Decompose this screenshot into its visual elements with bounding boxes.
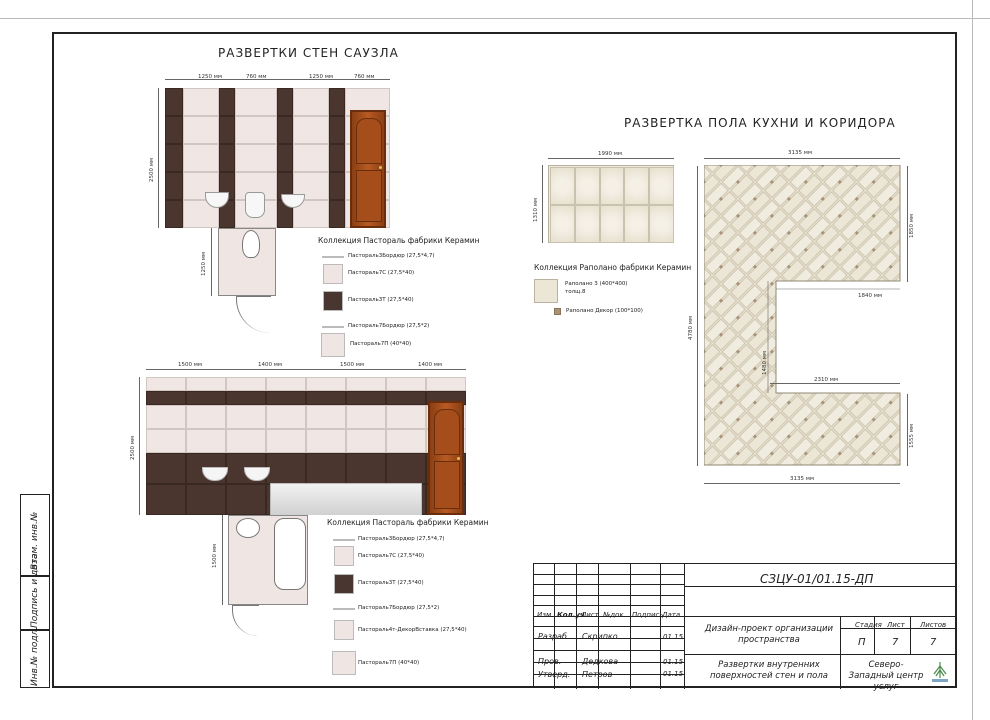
dim-top-4: 760 мм — [354, 74, 375, 80]
legend-bottom-title: Коллекция Пастораль фабрики Керамин — [327, 518, 489, 527]
stamp-grid-h — [684, 616, 956, 617]
dim-line-bottom — [146, 369, 466, 370]
stamp-header-data: Дата — [662, 611, 681, 619]
side-label-replace: Взам. инв.№ — [30, 511, 40, 570]
wall-tile — [277, 116, 293, 144]
wall-tile — [346, 429, 386, 453]
wall-tile — [186, 484, 226, 515]
wall-tile — [219, 116, 235, 144]
stamp-name-dev: Скрипко — [582, 632, 618, 641]
wall-tile — [266, 453, 306, 484]
dim-top-3: 1250 мм — [309, 74, 334, 80]
dim-floor-big-right-top: 1850 мм — [909, 213, 915, 238]
dim-plan-top: 1250 мм — [201, 251, 207, 276]
legend-bottom-item-6: Пастораль7П (40*40) — [358, 660, 420, 666]
trim-line-right — [972, 0, 973, 720]
stamp-grid-h — [534, 574, 684, 575]
legend-top-swatch-1 — [322, 256, 344, 258]
floor-title: РАЗВЕРТКА ПОЛА КУХНИ И КОРИДОРА — [624, 116, 896, 130]
legend-top-item-3: Пастораль3Т (27,5*40) — [348, 297, 414, 303]
legend-top-item-2: Пастораль7С (27,5*40) — [348, 270, 415, 276]
door-knob — [457, 457, 460, 460]
stamp-header-list: Лист — [581, 611, 599, 619]
wall-tile — [346, 377, 386, 391]
legend-top-item-1: Пастораль3Бордюр (27,5*4,7) — [348, 253, 435, 259]
dim-bottom-1: 1500 мм — [178, 362, 203, 368]
wall-tile — [146, 391, 186, 405]
wall-tile — [186, 405, 226, 429]
wall-tile — [183, 116, 219, 144]
legend-floor-swatch-2 — [554, 308, 561, 315]
org-logo-icon — [930, 660, 950, 684]
wall-tile — [186, 391, 226, 405]
stamp-grid-v — [660, 564, 661, 689]
legend-bottom-item-5: Пастораль4т-ДекорВставка (27,5*40) — [358, 627, 467, 633]
dim-floor-big-inner-v: 1480 мм — [762, 350, 768, 375]
wall-tile — [186, 429, 226, 453]
floor-tile — [649, 205, 674, 243]
wall-tile — [146, 405, 186, 429]
dim-plan-bottom-line — [222, 515, 223, 605]
wall-tile — [266, 377, 306, 391]
dim-floor-big-top: 3135 мм — [788, 150, 813, 156]
stamp-stage-label: Стадия — [855, 621, 882, 629]
dim-height-bottom: 2500 мм — [130, 435, 136, 460]
dim-floor-big-top-line — [704, 158, 900, 159]
legend-floor-swatch-1 — [534, 279, 558, 303]
wall-tile — [293, 144, 329, 172]
legend-top-swatch-5 — [321, 333, 345, 357]
side-label-inv: Инв.№ подл. — [30, 626, 40, 686]
stamp-sheets: 7 — [930, 637, 937, 648]
wall-tile — [235, 144, 277, 172]
stamp-sheets-label: Листов — [920, 621, 947, 629]
wall-tile — [277, 88, 293, 116]
stamp-grid-h — [534, 650, 684, 651]
legend-floor-item-1b: толщ.8 — [565, 289, 586, 295]
wall-tile — [346, 391, 386, 405]
floor-small-plan — [548, 165, 674, 243]
floor-tile — [575, 167, 600, 205]
wall-tile — [306, 405, 346, 429]
wall-tile — [219, 144, 235, 172]
wall-tile — [306, 453, 346, 484]
side-label-signature: Подпись и дата — [30, 553, 40, 628]
dim-floor-small-w-line — [548, 158, 674, 159]
wall-tile — [329, 200, 345, 228]
door-panel — [356, 170, 382, 222]
wall-tile — [219, 88, 235, 116]
legend-bottom-item-1: Пастораль3Бордюр (27,5*4,7) — [358, 536, 445, 542]
dim-floor-big-inner-bottom-line — [770, 383, 900, 384]
dim-floor-big-right-bottom-line — [907, 394, 908, 466]
stamp-grid-v — [910, 616, 911, 654]
dim-plan-top-line — [211, 228, 212, 296]
dim-floor-big-bottom: 3135 мм — [790, 476, 815, 482]
legend-bottom-swatch-5 — [334, 620, 354, 640]
wall-tile — [226, 429, 266, 453]
legend-top-item-5: Пастораль7П (40*40) — [350, 341, 412, 347]
wall-tile — [183, 144, 219, 172]
stamp-grid-h — [684, 586, 956, 587]
stamp-code: СЗЦУ-01/01.15-ДП — [760, 572, 874, 586]
dim-vline-top — [158, 88, 159, 228]
wall-tile — [226, 484, 266, 515]
wall-tile — [306, 391, 346, 405]
wall-tile — [386, 377, 426, 391]
wall-tile — [329, 172, 345, 200]
stamp-org: Северо-Западный центр услуг — [848, 660, 924, 692]
walls-title: РАЗВЕРТКИ СТЕН САУЗЛА — [218, 46, 399, 60]
stamp-header-kolich: Кол.уч — [557, 611, 585, 619]
stamp-role-approve: Утверд. — [538, 670, 571, 679]
stamp-grid-h — [534, 584, 684, 585]
wall-tile — [146, 453, 186, 484]
dim-floor-big-left: 4780 мм — [688, 315, 694, 340]
door-panel — [434, 409, 460, 455]
dim-floor-big-bottom-line — [704, 483, 900, 484]
wall-tile — [165, 144, 183, 172]
legend-top-swatch-3 — [323, 291, 343, 311]
floor-tile — [624, 167, 649, 205]
wall-tile — [266, 391, 306, 405]
door-panel — [356, 118, 382, 164]
stamp-date-check: 01.15 — [663, 658, 684, 666]
dim-bottom-2: 1400 мм — [258, 362, 283, 368]
legend-bottom-swatch-3 — [334, 574, 354, 594]
legend-bottom-item-3: Пастораль3Т (27,5*40) — [358, 580, 424, 586]
wall-tile — [226, 405, 266, 429]
legend-top-title: Коллекция Пастораль фабрики Керамин — [318, 236, 480, 245]
stamp-grid-v — [630, 564, 631, 689]
plan-bottom-sink — [236, 518, 260, 538]
dim-floor-big-right-bottom: 1555 мм — [909, 423, 915, 448]
wall-tile — [266, 429, 306, 453]
dim-height-top: 2500 мм — [149, 157, 155, 182]
wall-tile — [235, 116, 277, 144]
legend-bottom-swatch-1 — [333, 539, 355, 541]
wall-tile — [306, 377, 346, 391]
stamp-sheet: 7 — [892, 637, 899, 648]
plan-top-toilet — [242, 230, 260, 258]
stamp-sheet-label: Лист — [887, 621, 905, 629]
wall-tile — [183, 88, 219, 116]
floor-tile — [550, 167, 575, 205]
dim-floor-small-h-line — [542, 165, 543, 243]
dim-bottom-3: 1500 мм — [340, 362, 365, 368]
floor-tile — [575, 205, 600, 243]
wall-tile — [293, 116, 329, 144]
floor-tile — [550, 205, 575, 243]
stamp-grid-v — [684, 564, 685, 689]
wall-tile — [386, 405, 426, 429]
stamp-project: Дизайн-проект организации пространства — [704, 624, 834, 645]
wall-tile — [165, 116, 183, 144]
stamp-stage: П — [858, 637, 866, 648]
stamp-grid-v — [576, 564, 577, 689]
wall-tile — [293, 88, 329, 116]
wall-tile — [226, 377, 266, 391]
trim-line-top — [0, 18, 990, 19]
wall-tile — [165, 88, 183, 116]
wall-tile — [329, 144, 345, 172]
fixture-bath — [270, 483, 422, 515]
legend-bottom-swatch-6 — [332, 651, 356, 675]
dim-floor-big-inner-top: 1840 мм — [858, 293, 883, 299]
wall-tile — [146, 377, 186, 391]
wall-tile — [386, 429, 426, 453]
wall-tile — [386, 391, 426, 405]
legend-floor-item-2: Раполано Декор (100*100) — [566, 308, 643, 314]
dim-floor-small-h: 1310 мм — [533, 197, 539, 222]
legend-top-swatch-2 — [323, 264, 343, 284]
legend-floor-item-1: Раполано 3 (400*400) — [565, 281, 628, 287]
wall-tile — [146, 484, 186, 515]
wall-tile — [346, 405, 386, 429]
legend-bottom-swatch-2 — [334, 546, 354, 566]
wall-tile — [306, 429, 346, 453]
floor-big-plan — [704, 165, 904, 467]
stamp-role-dev: Разраб. — [538, 632, 570, 641]
wall-tile — [346, 453, 386, 484]
stamp-sheet-title: Развертки внутренних поверхностей стен и пола — [710, 660, 828, 681]
stamp-name-approve: Петров — [582, 670, 613, 679]
wall-tile — [146, 429, 186, 453]
wall-tile — [266, 405, 306, 429]
door-top — [350, 110, 386, 228]
dim-vline-bottom — [139, 377, 140, 515]
floor-tile — [624, 205, 649, 243]
legend-top-item-4: Пастораль7Бордюр (27,5*2) — [348, 323, 430, 329]
door-panel — [434, 461, 460, 509]
floor-tile — [600, 205, 625, 243]
stamp-grid-h — [684, 654, 956, 655]
stamp-date-dev: 01.15 — [663, 633, 684, 641]
stamp-role-check: Пров. — [538, 657, 562, 666]
wall-tile — [329, 88, 345, 116]
legend-top-swatch-4 — [322, 326, 344, 328]
dim-top-2: 760 мм — [246, 74, 267, 80]
legend-bottom-item-4: Пастораль7Бордюр (27,5*2) — [358, 605, 440, 611]
stamp-date-approve: 01.15 — [663, 670, 684, 678]
wall-tile — [277, 144, 293, 172]
dim-floor-big-right-top-line — [907, 166, 908, 282]
door-bottom — [428, 401, 464, 515]
stamp-name-check: Дедкова — [582, 657, 619, 666]
floor-tile — [600, 167, 625, 205]
floor-big-shape — [704, 165, 900, 465]
wall-tile — [426, 377, 466, 391]
legend-bottom-item-2: Пастораль7С (27,5*40) — [358, 553, 425, 559]
stamp-header-podpis: Подпись — [632, 611, 664, 619]
legend-floor-title: Коллекция Раполано фабрики Керамин — [534, 263, 692, 272]
dim-floor-small-w: 1990 мм — [598, 151, 623, 157]
dim-top-1: 1250 мм — [198, 74, 223, 80]
wall-tile — [386, 453, 426, 484]
wall-elevation-bottom — [146, 377, 466, 515]
door-knob — [379, 166, 382, 169]
wall-tile — [329, 116, 345, 144]
stamp-header-izm: Изм. — [537, 611, 554, 619]
stamp-grid-h — [534, 605, 684, 606]
dim-floor-big-left-line — [697, 166, 698, 466]
wall-tile — [226, 391, 266, 405]
wall-tile — [235, 88, 277, 116]
legend-bottom-swatch-4 — [333, 608, 355, 610]
stamp-header-ndok: №док — [603, 611, 624, 619]
wall-elevation-top — [165, 88, 390, 228]
wall-tile — [186, 377, 226, 391]
wall-tile — [165, 200, 183, 228]
dim-bottom-4: 1400 мм — [418, 362, 443, 368]
wall-tile — [165, 172, 183, 200]
dim-floor-big-inner-bottom: 2310 мм — [814, 377, 839, 383]
fixture-toilet — [245, 192, 265, 218]
plan-bottom-bath — [274, 518, 306, 590]
dim-plan-bottom: 1500 мм — [212, 543, 218, 568]
floor-tile — [649, 167, 674, 205]
stamp-grid-h — [534, 626, 684, 627]
stamp-grid-h — [534, 595, 684, 596]
